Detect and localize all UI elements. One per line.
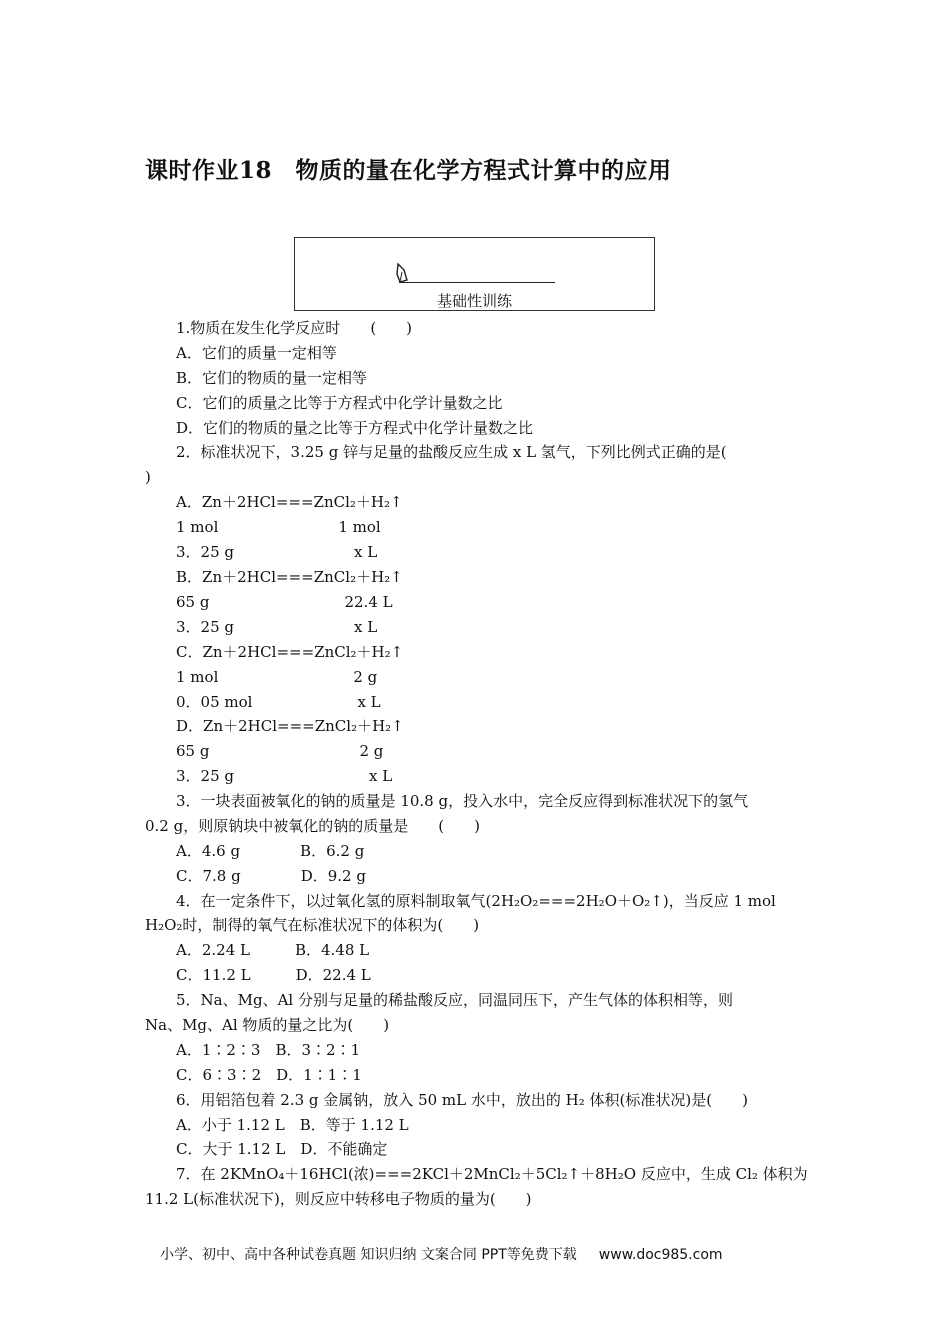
option-line: 3．25 g x L xyxy=(176,543,378,561)
option-line: A．1∶2∶3 B．3∶2∶1 xyxy=(176,1041,361,1059)
question-line: 3．一块表面被氧化的钠的质量是 10.8 g，投入水中，完全反应得到标准状况下的氢气 xyxy=(176,792,749,810)
option-line: A．小于 1.12 L B．等于 1.12 L xyxy=(176,1116,409,1134)
option-line: C．11.2 L D．22.4 L xyxy=(176,966,371,984)
option-line: C．它们的质量之比等于方程式中化学计量数之比 xyxy=(176,394,503,412)
question-line: 1.物质在发生化学反应时 ( ) xyxy=(176,319,413,337)
question-line: 6．用铝箔包着 2.3 g 金属钠，放入 50 mL 水中，放出的 H₂ 体积(标准状况)是( ) xyxy=(176,1091,748,1109)
page-footer xyxy=(160,1244,723,1264)
question-line: 5．Na、Mg、Al 分别与足量的稀盐酸反应，同温同压下，产生气体的体积相等，则 xyxy=(176,991,733,1009)
option-line: A．4.6 g B．6.2 g xyxy=(176,842,365,860)
option-line: 3．25 g x L xyxy=(176,767,393,785)
question-line: H₂O₂时，制得的氧气在标准状况下的体积为( ) xyxy=(145,916,480,934)
option-line: C．大于 1.12 L D．不能确定 xyxy=(176,1140,388,1158)
banner-label: 基础性训练 xyxy=(436,292,512,310)
question-line: 7．在 2KMnO₄＋16HCl(浓)===2KCl＋2MnCl₂＋5Cl₂↑＋8H₂O 反应中，生成 Cl₂ 体积为 xyxy=(176,1165,808,1183)
pen-icon xyxy=(395,262,409,284)
option-line: B．Zn＋2HCl===ZnCl₂＋H₂↑ xyxy=(176,568,403,586)
page-title: 课时作业18 物质的量在化学方程式计算中的应用 xyxy=(145,157,672,184)
banner-rule xyxy=(399,282,555,283)
question-line: 0.2 g，则原钠块中被氧化的钠的质量是 ( ) xyxy=(145,817,480,835)
section-banner xyxy=(294,237,655,311)
option-line: D．Zn＋2HCl===ZnCl₂＋H₂↑ xyxy=(176,717,404,735)
option-line: C．7.8 g D．9.2 g xyxy=(176,867,366,885)
option-line: 0．05 mol x L xyxy=(176,693,381,711)
option-line: 65 g 2 g xyxy=(176,742,384,760)
question-line: 2．标准状况下，3.25 g 锌与足量的盐酸反应生成 x L 氢气，下列比例式正确的是( xyxy=(176,443,727,461)
option-line: A．Zn＋2HCl===ZnCl₂＋H₂↑ xyxy=(176,493,403,511)
option-line: D．它们的物质的量之比等于方程式中化学计量数之比 xyxy=(176,419,534,437)
option-line: A．它们的质量一定相等 xyxy=(176,344,337,362)
option-line: B．它们的物质的量一定相等 xyxy=(176,369,368,387)
option-line: A．2.24 L B．4.48 L xyxy=(176,941,370,959)
option-line: C．6∶3∶2 D．1∶1∶1 xyxy=(176,1066,362,1084)
question-line: 11.2 L(标准状况下)，则反应中转移电子物质的量为( ) xyxy=(145,1190,532,1208)
option-line: 3．25 g x L xyxy=(176,618,378,636)
question-line: Na、Mg、Al 物质的量之比为( ) xyxy=(145,1016,390,1034)
footer-site-link[interactable]: www.doc985.com xyxy=(598,1247,723,1263)
option-line: 65 g 22.4 L xyxy=(176,593,393,611)
question-line: 4．在一定条件下，以过氧化氢的原料制取氧气(2H₂O₂===2H₂O＋O₂↑)，当反应 1 mol xyxy=(176,892,776,910)
footer-text: 小学、初中、高中各种试卷真题 知识归纳 文案合同 PPT等免费下载 xyxy=(160,1247,577,1263)
option-line: 1 mol 1 mol xyxy=(176,518,381,536)
option-line: C．Zn＋2HCl===ZnCl₂＋H₂↑ xyxy=(176,643,404,661)
question-line: ) xyxy=(145,468,151,486)
option-line: 1 mol 2 g xyxy=(176,668,378,686)
